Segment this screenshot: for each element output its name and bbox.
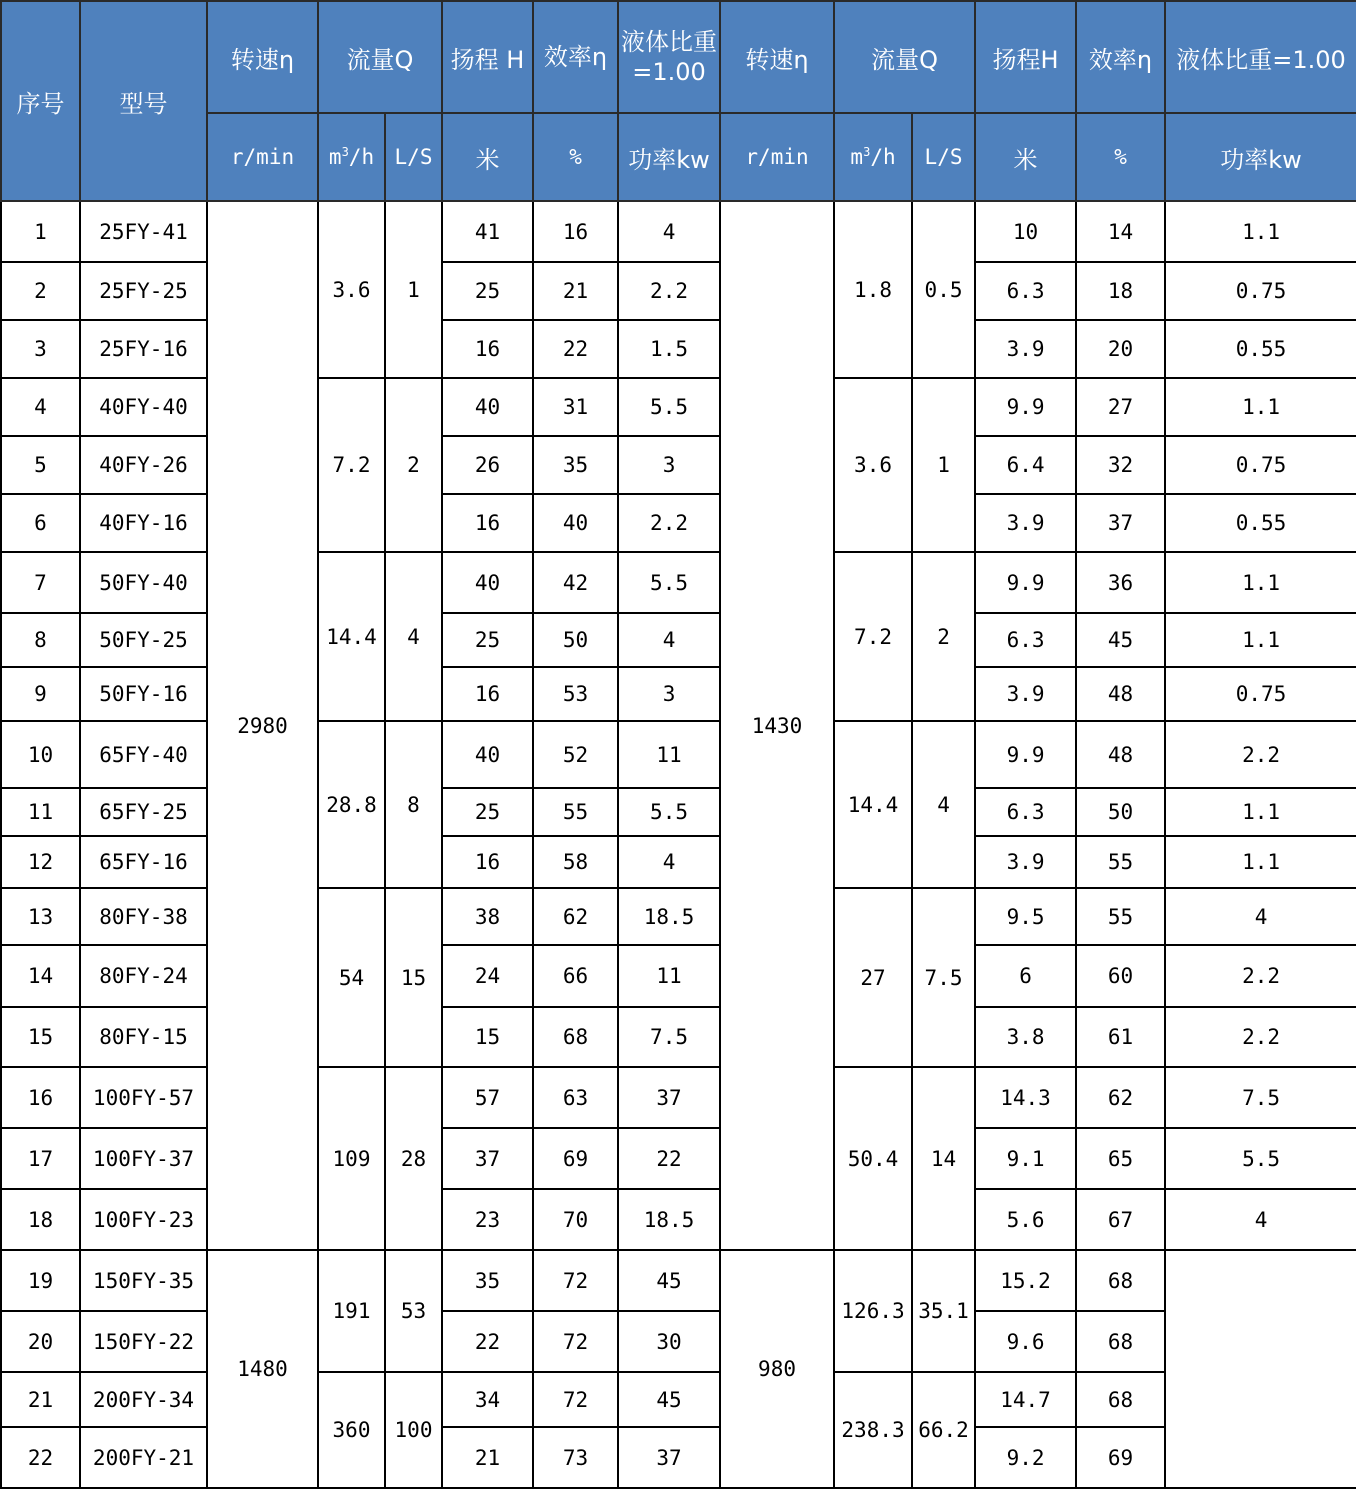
cell-head-1: 37 (442, 1128, 533, 1189)
unit-ls-1: L/S (385, 113, 442, 201)
cell-flow-ls-2: 1 (912, 378, 975, 552)
cell-model: 50FY-40 (80, 552, 207, 613)
cell-seq: 6 (1, 494, 80, 552)
cell-seq: 2 (1, 262, 80, 320)
cell-power-1: 7.5 (618, 1007, 720, 1067)
header-flow-2: 流量Q (834, 1, 975, 113)
cell-power-1: 3 (618, 436, 720, 494)
table-row (1, 788, 1356, 836)
cell-seq: 12 (1, 836, 80, 888)
cell-model: 25FY-25 (80, 262, 207, 320)
unit-speed-1: r/min (207, 113, 318, 201)
cell-head-2: 5.6 (975, 1189, 1076, 1250)
cell-eff-1: 55 (533, 788, 618, 836)
cell-flow-ls-1: 100 (385, 1372, 442, 1488)
cell-flow-ls-2: 7.5 (912, 888, 975, 1067)
cell-eff-1: 72 (533, 1372, 618, 1427)
cell-head-2: 9.2 (975, 1427, 1076, 1488)
table-body (1, 201, 1356, 1488)
cell-model: 65FY-16 (80, 836, 207, 888)
cell-model: 100FY-23 (80, 1189, 207, 1250)
cell-seq: 21 (1, 1372, 80, 1427)
table-row (1, 1372, 1356, 1427)
header-seq: 序号 (1, 1, 80, 201)
cell-model: 100FY-57 (80, 1067, 207, 1128)
header-speed-2: 转速η (720, 1, 834, 113)
cell-flow-ls-2: 14 (912, 1067, 975, 1250)
table-row (1, 1311, 1356, 1372)
cell-head-2: 14.3 (975, 1067, 1076, 1128)
table-row (1, 320, 1356, 378)
cell-head-1: 25 (442, 262, 533, 320)
table-row (1, 836, 1356, 888)
table-row (1, 721, 1356, 788)
cell-power-2: 7.5 (1165, 1067, 1356, 1128)
table-row (1, 436, 1356, 494)
cell-flow-ls-1: 28 (385, 1067, 442, 1250)
cell-eff-2: 65 (1076, 1128, 1165, 1189)
cell-eff-2: 67 (1076, 1189, 1165, 1250)
cell-eff-1: 73 (533, 1427, 618, 1488)
cell-eff-2: 68 (1076, 1372, 1165, 1427)
cell-model: 50FY-25 (80, 613, 207, 667)
cell-eff-2: 20 (1076, 320, 1165, 378)
cell-model: 80FY-15 (80, 1007, 207, 1067)
header-row-1 (1, 1, 1356, 113)
cell-power-1: 18.5 (618, 1189, 720, 1250)
cell-seq: 20 (1, 1311, 80, 1372)
cell-head-1: 26 (442, 436, 533, 494)
cell-power-2: 1.1 (1165, 552, 1356, 613)
cell-flow-ls-2: 2 (912, 552, 975, 721)
cell-power-1: 3 (618, 667, 720, 721)
cell-eff-1: 52 (533, 721, 618, 788)
cell-power-2: 2.2 (1165, 945, 1356, 1007)
cell-power-1: 30 (618, 1311, 720, 1372)
cell-head-2: 6.3 (975, 613, 1076, 667)
cell-power-2: 5.5 (1165, 1128, 1356, 1189)
cell-power-1: 18.5 (618, 888, 720, 945)
cell-power-1: 11 (618, 721, 720, 788)
cell-eff-2: 14 (1076, 201, 1165, 262)
table-row (1, 1067, 1356, 1128)
cell-eff-1: 50 (533, 613, 618, 667)
table-row (1, 1250, 1356, 1311)
cell-eff-1: 70 (533, 1189, 618, 1250)
cell-model: 40FY-40 (80, 378, 207, 436)
cell-power-2: 0.55 (1165, 320, 1356, 378)
cell-head-2: 6.3 (975, 788, 1076, 836)
cell-head-1: 40 (442, 721, 533, 788)
cell-flow-m3h-2: 27 (834, 888, 912, 1067)
table-row (1, 262, 1356, 320)
cell-power-1: 45 (618, 1250, 720, 1311)
cell-power-2: 1.1 (1165, 613, 1356, 667)
cell-power-2: 2.2 (1165, 721, 1356, 788)
cell-eff-1: 63 (533, 1067, 618, 1128)
cell-seq: 7 (1, 552, 80, 613)
cell-head-1: 16 (442, 494, 533, 552)
cell-power-1: 5.5 (618, 788, 720, 836)
cell-head-2: 10 (975, 201, 1076, 262)
cell-eff-1: 21 (533, 262, 618, 320)
cell-power-1: 11 (618, 945, 720, 1007)
table-row (1, 1007, 1356, 1067)
cell-seq: 22 (1, 1427, 80, 1488)
cell-eff-1: 72 (533, 1250, 618, 1311)
cell-power-1: 5.5 (618, 552, 720, 613)
cell-seq: 1 (1, 201, 80, 262)
table-row (1, 378, 1356, 436)
unit-m3h-sup: 3 (341, 145, 349, 159)
cell-seq: 4 (1, 378, 80, 436)
header-head-2: 扬程H (975, 1, 1076, 113)
cell-head-2: 6.3 (975, 262, 1076, 320)
cell-eff-2: 27 (1076, 378, 1165, 436)
cell-head-1: 34 (442, 1372, 533, 1427)
cell-model: 25FY-41 (80, 201, 207, 262)
cell-model: 200FY-21 (80, 1427, 207, 1488)
cell-eff-2: 36 (1076, 552, 1165, 613)
cell-model: 80FY-24 (80, 945, 207, 1007)
cell-head-1: 25 (442, 613, 533, 667)
cell-head-2: 6.4 (975, 436, 1076, 494)
cell-power-2: 2.2 (1165, 1007, 1356, 1067)
header-head-1: 扬程 H (442, 1, 533, 113)
cell-seq: 13 (1, 888, 80, 945)
cell-head-1: 22 (442, 1311, 533, 1372)
cell-model: 50FY-16 (80, 667, 207, 721)
unit-m3h-2 (834, 113, 912, 201)
table-header (1, 1, 1356, 201)
header-speed-1: 转速η (207, 1, 318, 113)
unit-head-1: 米 (442, 113, 533, 201)
cell-flow-ls-2: 35.1 (912, 1250, 975, 1372)
unit-m3h-1 (318, 113, 385, 201)
cell-head-1: 23 (442, 1189, 533, 1250)
cell-head-1: 16 (442, 836, 533, 888)
cell-eff-2: 60 (1076, 945, 1165, 1007)
cell-flow-m3h-1: 3.6 (318, 201, 385, 378)
cell-head-2: 14.7 (975, 1372, 1076, 1427)
table-row (1, 1189, 1356, 1250)
cell-eff-2: 61 (1076, 1007, 1165, 1067)
cell-model: 200FY-34 (80, 1372, 207, 1427)
cell-head-1: 25 (442, 788, 533, 836)
unit-power-1: 功率kw (618, 113, 720, 201)
cell-eff-1: 35 (533, 436, 618, 494)
cell-power-2: 0.75 (1165, 436, 1356, 494)
cell-eff-1: 16 (533, 201, 618, 262)
cell-flow-m3h-1: 109 (318, 1067, 385, 1250)
cell-eff-1: 22 (533, 320, 618, 378)
unit-power-2: 功率kw (1165, 113, 1356, 201)
cell-model: 65FY-40 (80, 721, 207, 788)
cell-flow-m3h-2: 14.4 (834, 721, 912, 888)
cell-head-1: 21 (442, 1427, 533, 1488)
cell-head-1: 40 (442, 552, 533, 613)
cell-head-2: 9.1 (975, 1128, 1076, 1189)
cell-head-1: 16 (442, 320, 533, 378)
cell-power-1: 37 (618, 1427, 720, 1488)
cell-head-2: 3.8 (975, 1007, 1076, 1067)
cell-head-1: 35 (442, 1250, 533, 1311)
cell-head-2: 3.9 (975, 320, 1076, 378)
cell-flow-ls-2: 4 (912, 721, 975, 888)
cell-head-1: 57 (442, 1067, 533, 1128)
cell-head-2: 6 (975, 945, 1076, 1007)
cell-eff-1: 40 (533, 494, 618, 552)
cell-power-2: 1.1 (1165, 378, 1356, 436)
cell-power-2: 0.55 (1165, 494, 1356, 552)
cell-seq: 9 (1, 667, 80, 721)
cell-power-1: 22 (618, 1128, 720, 1189)
cell-speed-1: 1480 (207, 1250, 318, 1488)
cell-eff-1: 69 (533, 1128, 618, 1189)
cell-eff-1: 72 (533, 1311, 618, 1372)
table-row (1, 552, 1356, 613)
cell-model: 25FY-16 (80, 320, 207, 378)
cell-flow-ls-2: 66.2 (912, 1372, 975, 1488)
cell-flow-m3h-2: 1.8 (834, 201, 912, 378)
cell-flow-ls-1: 8 (385, 721, 442, 888)
cell-eff-2: 48 (1076, 721, 1165, 788)
cell-power-1: 2.2 (618, 494, 720, 552)
cell-eff-2: 69 (1076, 1427, 1165, 1488)
header-model: 型号 (80, 1, 207, 201)
cell-power-2: 1.1 (1165, 201, 1356, 262)
unit-eff-1: % (533, 113, 618, 201)
cell-seq: 11 (1, 788, 80, 836)
cell-flow-m3h-1: 7.2 (318, 378, 385, 552)
cell-eff-2: 55 (1076, 888, 1165, 945)
table-row (1, 613, 1356, 667)
cell-model: 150FY-22 (80, 1311, 207, 1372)
cell-head-2: 3.9 (975, 836, 1076, 888)
cell-speed-1: 2980 (207, 201, 318, 1250)
cell-model: 40FY-26 (80, 436, 207, 494)
table-row (1, 201, 1356, 262)
cell-power-1: 4 (618, 201, 720, 262)
cell-flow-m3h-2: 126.3 (834, 1250, 912, 1372)
cell-eff-1: 62 (533, 888, 618, 945)
unit-head-2: 米 (975, 113, 1076, 201)
header-eff-2: 效率η (1076, 1, 1165, 113)
cell-model: 150FY-35 (80, 1250, 207, 1311)
unit-m3h-tail: /h (870, 145, 896, 169)
cell-head-2: 9.5 (975, 888, 1076, 945)
cell-power-1: 45 (618, 1372, 720, 1427)
cell-eff-1: 58 (533, 836, 618, 888)
cell-eff-2: 32 (1076, 436, 1165, 494)
cell-model: 100FY-37 (80, 1128, 207, 1189)
cell-power-2: 4 (1165, 888, 1356, 945)
cell-power-1: 2.2 (618, 262, 720, 320)
cell-seq: 5 (1, 436, 80, 494)
unit-m3h-sup: 3 (863, 145, 871, 159)
cell-eff-2: 68 (1076, 1250, 1165, 1311)
cell-eff-2: 50 (1076, 788, 1165, 836)
cell-power-2-empty (1165, 1250, 1356, 1488)
cell-eff-2: 55 (1076, 836, 1165, 888)
table-row (1, 1128, 1356, 1189)
header-flow-1: 流量Q (318, 1, 442, 113)
cell-head-2: 9.6 (975, 1311, 1076, 1372)
cell-flow-m3h-2: 50.4 (834, 1067, 912, 1250)
header-eff-1: 效率η (533, 1, 618, 113)
cell-power-1: 4 (618, 613, 720, 667)
cell-power-2: 4 (1165, 1189, 1356, 1250)
cell-head-2: 15.2 (975, 1250, 1076, 1311)
cell-model: 40FY-16 (80, 494, 207, 552)
cell-flow-m3h-1: 54 (318, 888, 385, 1067)
cell-flow-m3h-2: 3.6 (834, 378, 912, 552)
cell-seq: 19 (1, 1250, 80, 1311)
table-row (1, 888, 1356, 945)
cell-flow-m3h-2: 7.2 (834, 552, 912, 721)
cell-flow-ls-1: 1 (385, 201, 442, 378)
cell-head-2: 9.9 (975, 378, 1076, 436)
unit-m3h-tail: /h (348, 145, 375, 169)
cell-flow-m3h-1: 191 (318, 1250, 385, 1372)
cell-eff-2: 62 (1076, 1067, 1165, 1128)
header-power-2: 液体比重=1.00 (1165, 1, 1356, 113)
cell-power-1: 37 (618, 1067, 720, 1128)
cell-flow-m3h-1: 14.4 (318, 552, 385, 721)
cell-speed-2: 980 (720, 1250, 834, 1488)
cell-head-1: 15 (442, 1007, 533, 1067)
cell-flow-m3h-1: 28.8 (318, 721, 385, 888)
cell-model: 80FY-38 (80, 888, 207, 945)
cell-power-2: 0.75 (1165, 667, 1356, 721)
cell-seq: 18 (1, 1189, 80, 1250)
cell-head-1: 40 (442, 378, 533, 436)
cell-seq: 16 (1, 1067, 80, 1128)
cell-head-1: 24 (442, 945, 533, 1007)
cell-power-2: 1.1 (1165, 836, 1356, 888)
cell-head-1: 41 (442, 201, 533, 262)
cell-eff-1: 66 (533, 945, 618, 1007)
cell-head-2: 3.9 (975, 667, 1076, 721)
cell-power-2: 0.75 (1165, 262, 1356, 320)
table-row (1, 494, 1356, 552)
cell-flow-ls-1: 15 (385, 888, 442, 1067)
unit-m3h-base: m (328, 145, 342, 169)
header-power-1: 液体比重=1.00 (618, 1, 720, 113)
cell-eff-1: 68 (533, 1007, 618, 1067)
cell-head-2: 9.9 (975, 552, 1076, 613)
cell-flow-ls-1: 2 (385, 378, 442, 552)
cell-eff-2: 48 (1076, 667, 1165, 721)
cell-model: 65FY-25 (80, 788, 207, 836)
cell-eff-1: 53 (533, 667, 618, 721)
cell-power-2: 1.1 (1165, 788, 1356, 836)
cell-speed-2: 1430 (720, 201, 834, 1250)
cell-power-1: 4 (618, 836, 720, 888)
cell-eff-1: 31 (533, 378, 618, 436)
cell-eff-2: 68 (1076, 1311, 1165, 1372)
cell-flow-ls-2: 0.5 (912, 201, 975, 378)
cell-flow-m3h-1: 360 (318, 1372, 385, 1488)
cell-head-1: 38 (442, 888, 533, 945)
cell-power-1: 1.5 (618, 320, 720, 378)
cell-eff-2: 45 (1076, 613, 1165, 667)
cell-flow-ls-1: 4 (385, 552, 442, 721)
table-row (1, 945, 1356, 1007)
cell-flow-ls-1: 53 (385, 1250, 442, 1372)
cell-seq: 10 (1, 721, 80, 788)
unit-m3h-base: m (850, 145, 864, 169)
cell-seq: 15 (1, 1007, 80, 1067)
cell-eff-1: 42 (533, 552, 618, 613)
unit-speed-2: r/min (720, 113, 834, 201)
unit-eff-2: % (1076, 113, 1165, 201)
unit-ls-2: L/S (912, 113, 975, 201)
cell-head-2: 9.9 (975, 721, 1076, 788)
cell-seq: 8 (1, 613, 80, 667)
table-row (1, 667, 1356, 721)
table-row (1, 1427, 1356, 1488)
cell-flow-m3h-2: 238.3 (834, 1372, 912, 1488)
cell-power-1: 5.5 (618, 378, 720, 436)
cell-seq: 14 (1, 945, 80, 1007)
cell-head-2: 3.9 (975, 494, 1076, 552)
cell-seq: 3 (1, 320, 80, 378)
cell-eff-2: 37 (1076, 494, 1165, 552)
cell-eff-2: 18 (1076, 262, 1165, 320)
cell-head-1: 16 (442, 667, 533, 721)
cell-seq: 17 (1, 1128, 80, 1189)
